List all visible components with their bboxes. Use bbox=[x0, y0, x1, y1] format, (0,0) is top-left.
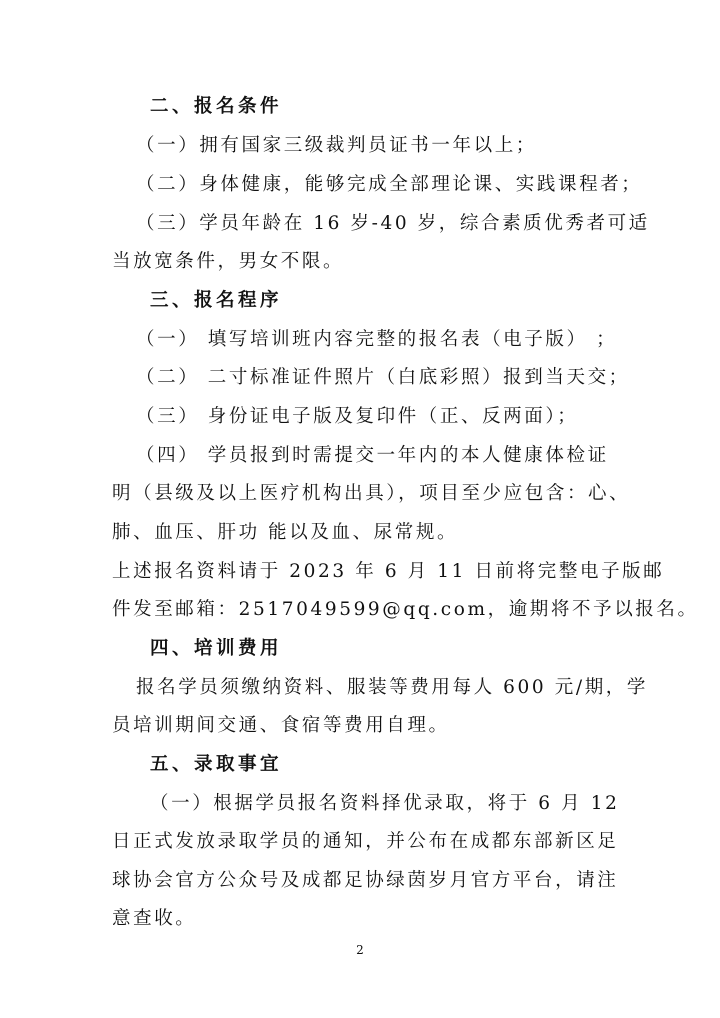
text-line: 件发至邮箱：2517049599@qq.com，逾期将不予以报名。 bbox=[112, 599, 699, 620]
text-line: 日正式发放录取学员的通知，并公布在成都东部新区足 bbox=[112, 831, 619, 852]
text-line: 明（县级及以上医疗机构出具），项目至少应包含：心、 bbox=[112, 483, 631, 504]
section2-heading: 二、报名条件 bbox=[150, 96, 283, 117]
text-line: （一）拥有国家三级裁判员证书一年以上； bbox=[136, 135, 537, 156]
page-number: 2 bbox=[356, 943, 364, 957]
text-line: （一）根据学员报名资料择优录取，将于 6 月 12 bbox=[150, 793, 620, 814]
text-line: 当放宽条件，男女不限。 bbox=[112, 251, 345, 272]
text-line: （二）身体健康，能够完成全部理论课、实践课程者； bbox=[136, 174, 643, 195]
text-line: （三） 身份证电子版及复印件（正、反两面）； bbox=[136, 406, 579, 427]
text-line: 意查收。 bbox=[112, 908, 197, 929]
text-line: （一） 填写培训班内容完整的报名表（电子版） ； bbox=[136, 329, 618, 350]
text-line: 肺、血压、肝功 能以及血、尿常规。 bbox=[112, 522, 459, 543]
section3-heading: 三、报名程序 bbox=[150, 290, 283, 311]
text-line: 球协会官方公众号及成都足协绿茵岁月官方平台，请注 bbox=[112, 870, 619, 891]
text-line: （三）学员年龄在 16 岁-40 岁，综合素质优秀者可适 bbox=[136, 213, 650, 234]
section4-heading: 四、培训费用 bbox=[150, 638, 283, 659]
text-line: 上述报名资料请于 2023 年 6 月 11 日前将完整电子版邮 bbox=[112, 561, 665, 582]
text-line: 报名学员须缴纳资料、服装等费用每人 600 元/期，学 bbox=[136, 677, 649, 698]
text-line: （二） 二寸标准证件照片（白底彩照）报到当天交； bbox=[136, 367, 630, 388]
text-line: （四） 学员报到时需提交一年内的本人健康体检证 bbox=[136, 445, 609, 466]
text-line: 员培训期间交通、食宿等费用自理。 bbox=[112, 715, 450, 736]
section5-heading: 五、录取事宜 bbox=[150, 754, 283, 775]
